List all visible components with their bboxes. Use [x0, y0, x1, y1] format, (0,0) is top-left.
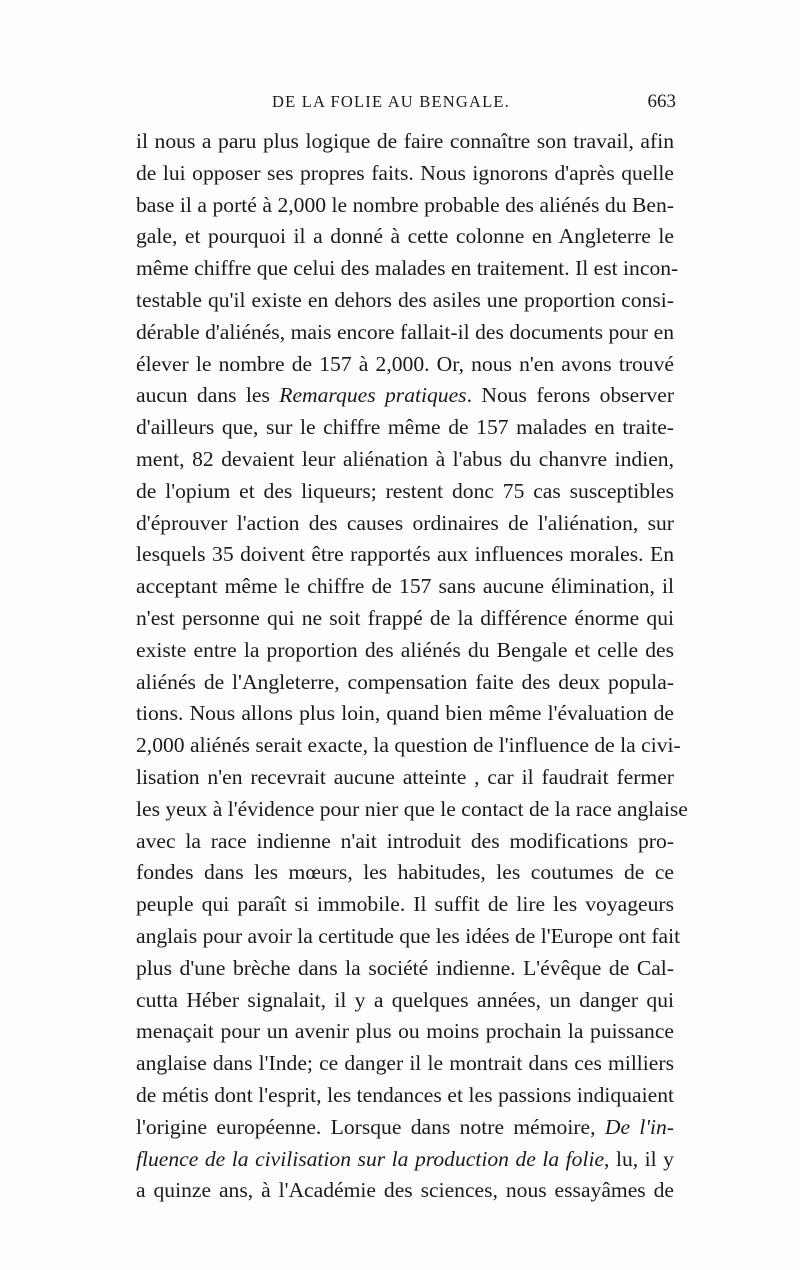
text-line: n'est personne qui ne soit frappé de la différence énorme qui: [136, 605, 674, 630]
text-line: avec la race indienne n'ait introduit des modifications pro-: [136, 828, 674, 853]
text-line: a quinze ans, à l'Académie des sciences, nous essayâmes de: [136, 1178, 674, 1203]
text-line: lesquels 35 doivent être rapportés aux influences morales. En: [136, 542, 674, 567]
running-header: [136, 92, 676, 122]
text-line: les yeux à l'évidence pour nier que le contact de la race anglaise: [136, 796, 688, 821]
text-line: d'ailleurs que, sur le chiffre même de 157 malades en traite-: [136, 415, 674, 440]
text-line: aliénés de l'Angleterre, compensation faite des deux popula-: [136, 669, 674, 694]
text-line: [136, 1144, 674, 1176]
text-line: acceptant même le chiffre de 157 sans aucune élimination, il: [136, 574, 674, 599]
text-line: 2,000 aliénés serait exacte, la question de l'influence de la civi-: [136, 733, 681, 758]
text-line: testable qu'il existe en dehors des asiles une proportion consi-: [136, 287, 674, 312]
italic-title: fluence de la civilisation sur la production de la folie: [136, 1146, 605, 1171]
text-line: peuple qui paraît si immobile. Il suffit de lire les voyageurs: [136, 892, 674, 917]
text-line: ment, 82 devaient leur aliénation à l'abus du chanvre indien,: [136, 446, 674, 471]
text-line: [136, 380, 674, 412]
text-line: dérable d'aliénés, mais encore fallait-il des documents pour en: [136, 319, 674, 344]
text-line: [136, 1112, 674, 1144]
text-line: plus d'une brèche dans la société indienne. L'évêque de Cal-: [136, 955, 674, 980]
text-segment: , lu, il y: [604, 1146, 674, 1171]
text-line: lisation n'en recevrait aucune atteinte , car il faudrait fermer: [136, 764, 674, 789]
text-line: même chiffre que celui des malades en traitement. Il est incon-: [136, 256, 679, 281]
italic-title: De l'in-: [604, 1114, 674, 1139]
italic-title: Remarques pratiques: [279, 383, 467, 408]
text-line: menaçait pour un avenir plus ou moins prochain la puissance: [136, 1019, 674, 1044]
running-title: DE LA FOLIE AU BENGALE.: [272, 92, 510, 111]
text-line: existe entre la proportion des aliénés du Bengale et celle des: [136, 637, 674, 662]
text-line: fondes dans les mœurs, les habitudes, les coutumes de ce: [136, 860, 674, 885]
text-segment: l'origine européenne. Lorsque dans notre mémoire,: [136, 1114, 605, 1139]
text-line: cutta Héber signalait, il y a quelques années, un danger qui: [136, 987, 674, 1012]
text-line: de l'opium et des liqueurs; restent donc 75 cas susceptibles: [136, 478, 674, 503]
text-line: élever le nombre de 157 à 2,000. Or, nous n'en avons trouvé: [136, 351, 674, 376]
text-line: tions. Nous allons plus loin, quand bien même l'évaluation de: [136, 701, 674, 726]
text-segment: . Nous ferons observer: [466, 383, 675, 408]
text-line: anglaise dans l'Inde; ce danger il le montrait dans ces milliers: [136, 1051, 674, 1076]
text-line: d'éprouver l'action des causes ordinaires de l'aliénation, sur: [136, 510, 674, 535]
text-line: il nous a paru plus logique de faire connaître son travail, afin: [136, 129, 674, 153]
text-line: base il a porté à 2,000 le nombre probable des aliénés du Ben-: [136, 192, 674, 217]
page-number: 663: [647, 91, 676, 112]
text-line: gale, et pourquoi il a donné à cette colonne en Angleterre le: [136, 224, 674, 249]
text-segment: aucun dans les: [136, 383, 280, 408]
body-text: [136, 126, 688, 1207]
text-line: de métis dont l'esprit, les tendances et les passions indiquaient: [136, 1082, 674, 1107]
text-line: de lui opposer ses propres faits. Nous ignorons d'après quelle: [136, 160, 674, 185]
text-line: anglais pour avoir la certitude que les idées de l'Europe ont fait: [136, 923, 681, 948]
